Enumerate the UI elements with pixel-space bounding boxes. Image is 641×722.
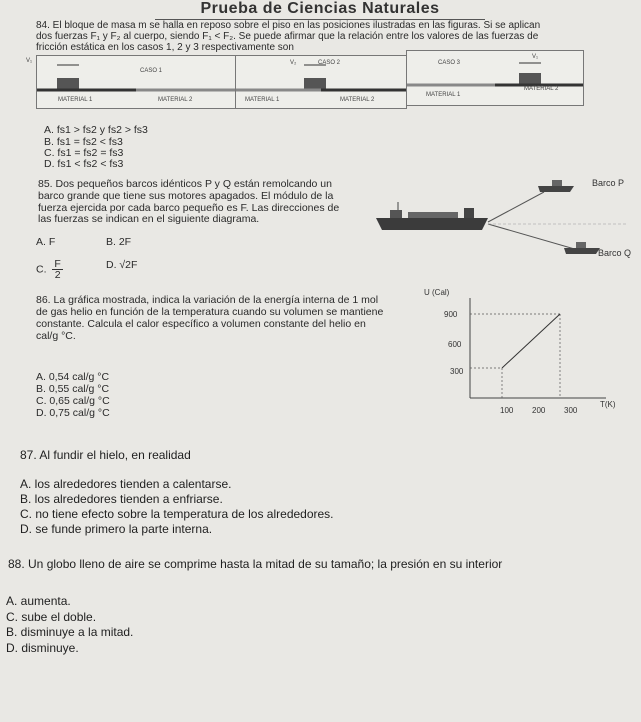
q88-option-c[interactable]: C. sube el doble.	[6, 610, 97, 624]
fraction-denominator: 2	[54, 269, 61, 281]
case-2-v2: V₂	[290, 60, 297, 66]
q85-stem-line-3: fuerza ejercida por cada barco pequeño es F. Las direcciones de	[38, 202, 340, 214]
case-3-material-2: MATERIAL 2	[524, 86, 559, 92]
q86-option-a[interactable]: A. 0,54 cal/g °C	[36, 371, 110, 383]
q84-stem-line-1: 84. El bloque de masa m se halla en reposo sobre el piso en las posiciones ilustradas en las figuras. Si se aplican	[36, 20, 541, 31]
q87-option-c[interactable]: C. no tiene efecto sobre la temperatura de los alrededores.	[20, 507, 334, 521]
q85-option-c-prefix: C.	[36, 263, 47, 276]
q87-option-d[interactable]: D. se funde primero la parte interna.	[20, 522, 213, 536]
q88-option-d[interactable]: D. disminuye.	[6, 641, 79, 655]
fraction-numerator: F	[54, 258, 61, 270]
q86-option-d[interactable]: D. 0,75 cal/g °C	[36, 407, 110, 419]
case-2-material-1: MATERIAL 1	[245, 97, 280, 103]
q84-stem-line-2: dos fuerzas F₁ y F₂ al cuerpo, siendo F₁ < F₂. Se puede afirmar que la relación entre los valores de las fuerzas de	[36, 31, 539, 42]
block-icon	[57, 78, 79, 90]
q88-option-b[interactable]: B. disminuye a la mitad.	[6, 625, 134, 639]
graph-y-label: U (Cal)	[424, 288, 450, 297]
tow-rope-p	[488, 192, 544, 222]
q86-option-b[interactable]: B. 0,55 cal/g °C	[36, 383, 110, 395]
case-1-v1: V₁	[26, 58, 33, 64]
q86-option-c[interactable]: C. 0,65 cal/g °C	[36, 395, 110, 407]
q87-stem: 87. Al fundir el hielo, en realidad	[20, 448, 191, 462]
large-ship-icon	[376, 202, 488, 230]
q84-option-b[interactable]: B. fs1 = fs2 < fs3	[44, 136, 123, 148]
q85-option-c-fraction	[52, 259, 62, 280]
q86-energy-graph	[460, 296, 610, 406]
graph-x-tick-100: 100	[500, 406, 514, 415]
q85-option-d[interactable]: D. √2F	[106, 259, 138, 271]
block-icon	[519, 73, 541, 85]
case-3-v1: V₁	[532, 54, 539, 60]
graph-x-tick-300: 300	[564, 406, 578, 415]
q86-stem-line-1: 86. La gráfica mostrada, indica la variación de la energía interna de 1 mol	[36, 294, 379, 306]
q87-option-a[interactable]: A. los alrededores tienden a calentarse.	[20, 477, 232, 491]
page-title: Prueba de Ciencias Naturales	[200, 0, 440, 17]
q86-stem-line-4: cal/g °C.	[36, 330, 76, 342]
case-3-material-1: MATERIAL 1	[426, 92, 461, 98]
q85-stem-line-4: las fuerzas se indican en el siguiente diagrama.	[38, 213, 260, 225]
q85-stem-line-2: barco grande que tiene sus motores apagados. El módulo de la	[38, 190, 334, 202]
graph-y-tick-300: 300	[450, 367, 464, 376]
q87-option-b[interactable]: B. los alrededores tienden a enfriarse.	[20, 492, 223, 506]
barco-q-label: Barco Q	[598, 248, 632, 258]
graph-y-tick-900: 900	[444, 310, 458, 319]
graph-x-tick-200: 200	[532, 406, 546, 415]
q85-option-b[interactable]: B. 2F	[106, 236, 132, 248]
q88-stem: 88. Un globo lleno de aire se comprime hasta la mitad de su tamaño; la presión en su interior	[8, 557, 503, 571]
q86-stem-line-3: constante. Calcula el calor específico a volumen constante del helio en	[36, 318, 366, 330]
case-1-material-1: MATERIAL 1	[58, 97, 93, 103]
q88-option-a[interactable]: A. aumenta.	[6, 594, 71, 608]
case-2-label: CASO 2	[318, 60, 341, 66]
case-2-material-2: MATERIAL 2	[340, 97, 375, 103]
barco-p-label: Barco P	[592, 178, 625, 188]
q84-option-c[interactable]: C. fs1 = fs2 = fs3	[44, 147, 124, 159]
q84-stem-line-3: fricción estática en los casos 1, 2 y 3 respectivamente son	[36, 42, 294, 53]
q85-option-c[interactable]	[36, 259, 63, 280]
q85-stem-line-1: 85. Dos pequeños barcos idénticos P y Q están remolcando un	[38, 178, 332, 190]
barco-p-icon	[538, 180, 574, 192]
case-1-label: CASO 1	[140, 68, 163, 74]
graph-line	[502, 314, 560, 368]
q86-stem-line-2: de gas helio en función de la temperatura cuando su volumen se mantiene	[36, 306, 384, 318]
case-1-material-2: MATERIAL 2	[158, 97, 193, 103]
case-3-label: CASO 3	[438, 60, 461, 66]
q84-option-d[interactable]: D. fs1 < fs2 < fs3	[44, 158, 124, 170]
q85-option-a[interactable]: A. F	[36, 236, 56, 248]
graph-x-label: T(K)	[600, 400, 616, 409]
tow-rope-q	[488, 224, 578, 250]
graph-y-tick-600: 600	[448, 340, 462, 349]
barco-q-icon	[564, 242, 600, 254]
block-icon	[304, 78, 326, 90]
q84-option-a[interactable]: A. fs1 > fs2 y fs2 > fs3	[44, 124, 148, 136]
